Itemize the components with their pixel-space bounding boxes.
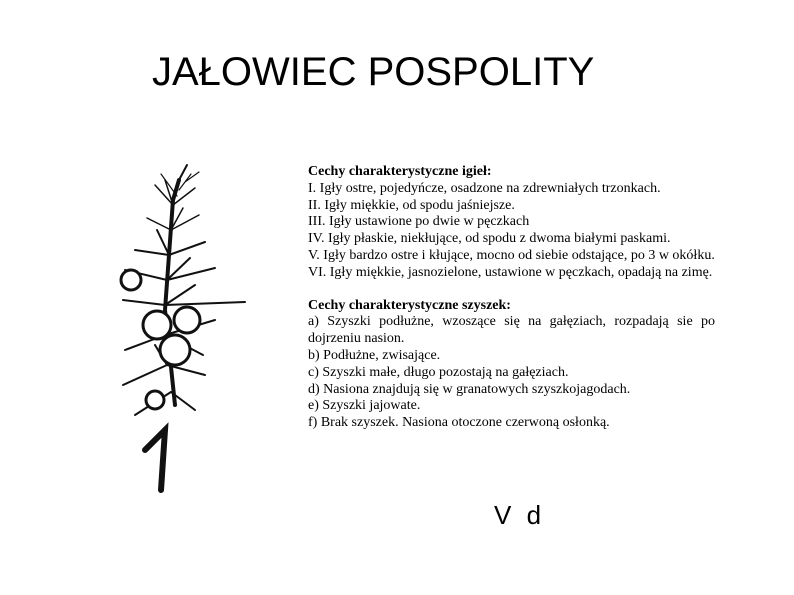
needle-item-1: I. Igły ostre, pojedyńcze, osadzone na zdrewniałych trzonkach.: [308, 180, 661, 196]
needle-item-6: VI. Igły miękkie, jasnozielone, ustawione w pęczkach, opadają na zimę.: [308, 264, 713, 280]
needle-item-4: IV. Igły płaskie, niekłujące, od spodu z dwoma białymi paskami.: [308, 231, 671, 247]
page-title: JAŁOWIEC POSPOLITY: [152, 50, 595, 94]
cone-item-d: d) Nasiona znajdują się w granatowych szyszkojagodach.: [308, 381, 631, 397]
cone-item-f: f) Brak szyszek. Nasiona otoczone czerwoną osłonką.: [308, 415, 610, 431]
needles-heading: Cechy charakterystyczne igieł:: [308, 164, 492, 179]
juniper-branch-illustration: [95, 160, 295, 500]
cone-item-c: c) Szyszki małe, długo pozostają na gałęziach.: [308, 364, 569, 380]
section-spacer: [308, 282, 715, 298]
needle-item-5: V. Igły bardzo ostre i kłujące, mocno od siebie odstające, po 3 w okółku.: [308, 247, 715, 263]
needle-item-3: III. Igły ustawione po dwie w pęczkach: [308, 214, 530, 230]
cone-item-a: a) Szyszki podłużne, wzoszące się na gałęziach, rozpadają sie po dojrzeniu nasion.: [308, 314, 715, 347]
needle-item-2: II. Igły miękkie, od spodu jaśniejsze.: [308, 197, 515, 213]
description-block: [308, 164, 715, 432]
cone-item-e: e) Szyszki jajowate.: [308, 398, 421, 414]
cone-item-b: b) Podłużne, zwisające.: [308, 347, 441, 363]
cones-heading: Cechy charakterystyczne szyszek:: [308, 297, 511, 313]
answer-label: V d: [494, 500, 546, 530]
